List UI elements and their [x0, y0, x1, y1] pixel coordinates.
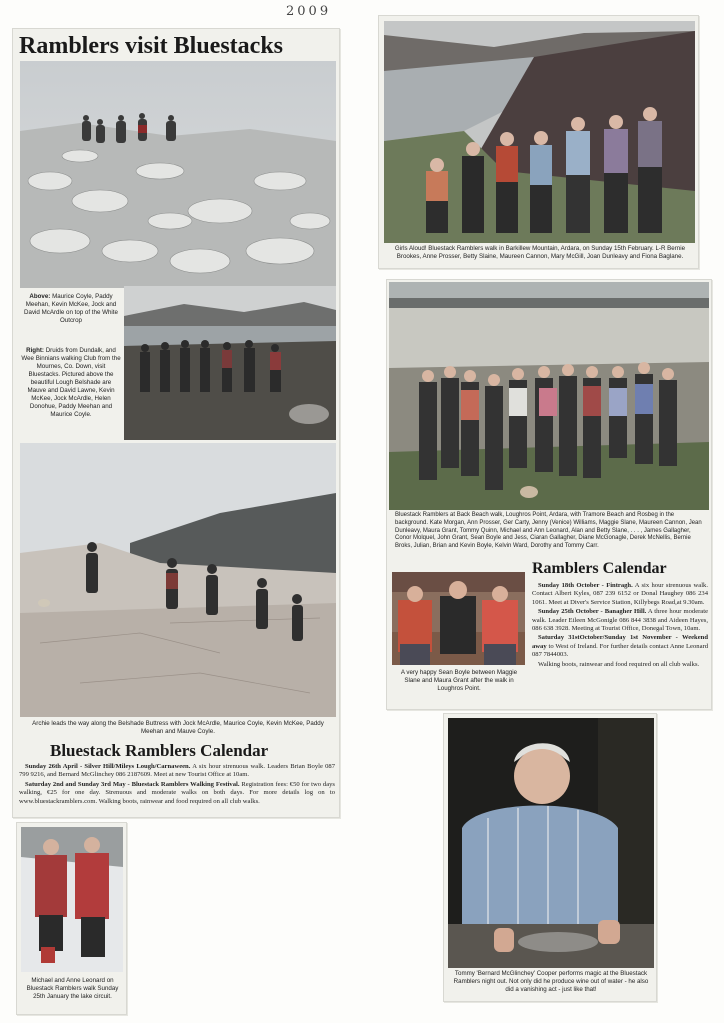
calendar-list	[19, 763, 335, 807]
calendar-list	[532, 582, 708, 670]
caption-girls-aloud: Girls Aloud! Bluestack Ramblers walk in Barkillew Mountain, Ardara, on Sunday 15th February. L-R Bernie Brookes, Anne Prosser, Betty Slaine, Maureen Cannon, Mary McGill, Joan Dunleavy and Fiona Baglane.	[394, 245, 686, 260]
calendar-title: Ramblers Calendar	[532, 560, 667, 577]
clipping-ramblers-visit-bluestacks	[12, 28, 340, 818]
headline: Ramblers visit Bluestacks	[19, 33, 283, 59]
photo-michael-anne-leonard	[21, 827, 123, 972]
clipping-back-beach-and-calendar	[386, 279, 712, 710]
photo-back-beach-group	[389, 282, 709, 510]
calendar-item: Sunday 25th October - Banagher Hill. A three hour moderate walk. Leader Eileen McGonigle 086 844 3838 and Aideen Hayes, 086 638 3928. Meeting at Tourist Office, Donegal Town, 10am.	[532, 608, 708, 633]
calendar-item: Saturday 31stOctober/Sunday 1st November - Weekend away to West of Ireland. For further details contact Anne Leonard 087 7844003.	[532, 634, 708, 659]
photo-barkillew-mountain	[384, 21, 695, 243]
photo-sean-boyle	[392, 572, 525, 665]
caption-back-beach: Bluestack Ramblers at Back Beach walk, Loughros Point, Ardara, with Tramore Beach and Rosbeg in the background. Kate Morgan, Ann Prosser, Ger Carty, Jenny (Venice) Williams, Maggie Slane, Maureen Cannon, Jean Dunleavy, Maura Grant, Tommy Quinn, Michael and Ann Leonard, Alan and Betty Slane, . . . , James Gallagher, Conor Molquel, John Grant, Sean Boyle and Jess, Ciaran Gallagher, Diane McGonagle, Derek McNellis, Bernie Broks, Julian, Brian and Kevin Boyle, Kelvin Ward, Dorothy and Tommy Carr.	[395, 512, 702, 550]
caption-sean-boyle: A very happy Sean Boyle between Maggie Slane and Maura Grant after the walk in Loughros Point.	[400, 669, 518, 692]
photo-belshade-buttress	[20, 443, 336, 717]
photo-magic-trick	[448, 718, 654, 968]
caption-tommy-cooper: Tommy 'Bernard McGlinchey' Cooper performs magic at the Bluestack Ramblers night out. Not only did he produce wine out of water - he also did a vanishing act - just like that!	[453, 970, 649, 993]
calendar-item: Walking boots, rainwear and food required on all club walks.	[538, 660, 700, 668]
photo-lough-belshade-group	[124, 286, 336, 440]
caption-leonards: Michael and Anne Leonard on Bluestack Ramblers walk Sunday 25th January the lake circuit.	[26, 977, 119, 1000]
calendar-item: Sunday 18th October - Fintragh. A six hour strenuous walk. Contact Albert Kyles, 087 239 6152 or Donal Haughey 086 234 1061. Meet at Diver's Service Station, Killybegs Road,at 9.30am.	[532, 582, 708, 606]
calendar-title: Bluestack Ramblers Calendar	[50, 741, 269, 760]
caption-above: Above: Maurice Coyle, Paddy Meehan, Kevin McKee, Jock and David McArdle on top of the White Outcrop	[24, 293, 118, 324]
clipping-leonards	[16, 822, 127, 1015]
caption-belshade-buttress: Archie leads the way along the Belshade Buttress with Jock McArdle, Maurice Coyle, Kevin McKee, Paddy Meehan and Mauve Coyle.	[32, 720, 324, 735]
calendar-item: Saturday 2nd and Sunday 3rd May - Bluestack Ramblers Walking Festival. Registration fees: €50 for two days walking, €25 for one day. Strenuous and moderate walks on both days. For more details log on to www.bluestackramblers.com. Walking boots, rainwear and food required on all club walks.	[19, 780, 335, 805]
clipping-tommy-cooper	[443, 713, 657, 1002]
calendar-item: Sunday 26th April - Silver Hill/Mileys Lough/Carnaween. A six hour strenuous walk. Leaders Brian Boyle 087 799 9216, and Bernard McGlinchey 086 2187609. Meet at new Tourist Office at 10am.	[19, 763, 335, 779]
year-handwritten-mark: 2009	[286, 4, 332, 19]
photo-rocky-summit	[20, 61, 336, 288]
caption-right: Right: Druids from Dundalk, and Wee Binnians walking Club from the Mournes, Co. Down, visit Bluestacks. Pictured above the beautiful Lough Belshade are Mauve and David Lawne, Kevin McKee, Jock McArdle, Helen Donohue, Paddy Meehan and Maurice Coyle.	[21, 347, 121, 418]
clipping-girls-aloud	[378, 15, 699, 269]
